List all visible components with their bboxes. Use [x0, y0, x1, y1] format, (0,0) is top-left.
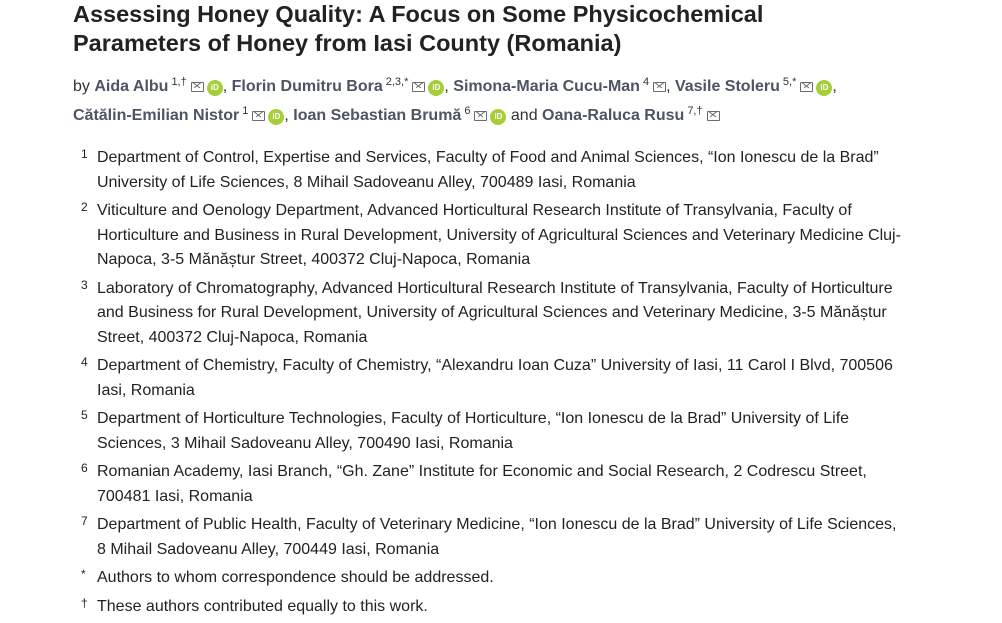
- mail-icon[interactable]: [653, 82, 666, 92]
- mail-icon[interactable]: [191, 82, 204, 92]
- orcid-icon[interactable]: iD: [207, 80, 223, 96]
- affiliation-text-line: Department of Control, Expertise and Services, Faculty of Food and Animal Sciences, “Ion Ionescu de la Brad”: [97, 149, 879, 166]
- affiliation-5: [73, 407, 953, 456]
- affiliation-text-line: Street, 400372 Cluj-Napoca, Romania: [97, 328, 368, 346]
- affiliation-number: 1: [81, 147, 88, 161]
- mail-icon[interactable]: [412, 82, 425, 92]
- affiliation-text-line: Viticulture and Oenology Department, Advanced Horticultural Research Institute of Transylvania, Faculty of: [97, 202, 852, 219]
- affiliation-text-line: Romanian Academy, Iasi Branch, “Gh. Zane” Institute for Economic and Social Research, 2 Codrescu Street,: [97, 463, 867, 480]
- article-title-line-2: Parameters of Honey from Iasi County (Romania): [73, 30, 622, 56]
- author-name-stoleru[interactable]: Vasile Stoleru: [674, 78, 780, 95]
- author-affiliation-sup: 2,3,*: [385, 76, 409, 88]
- affiliation-text-line: Horticulture and Business in Rural Development, University of Agricultural Sciences and Veterinary Medicine Cluj-: [97, 226, 901, 244]
- affiliation-text-line: and Business for Rural Development, University of Agricultural Sciences and Veterinary Medicine, 3-5 Mănăștur: [97, 304, 887, 321]
- author-list: [73, 70, 973, 128]
- affiliation-number: 7: [81, 514, 88, 528]
- affiliation-text-line: Napoca, 3-5 Mănăștur Street, 400372 Cluj-Napoca, Romania: [97, 251, 531, 268]
- affiliation-text-line: 700481 Iasi, Romania: [97, 487, 253, 505]
- affiliation-3: [73, 277, 953, 351]
- author-line-1: by Aida Albu $^{1,\dagger}$ iD , Florin Dumitru Bora $^{2,3,*}$ iD , Simona-Maria Cucu-Man $^4$ , Vasile Stoleru $^{5,*}$ iD ,: [73, 76, 837, 95]
- author-name-bora[interactable]: Florin Dumitru Bora: [231, 78, 383, 95]
- orcid-icon[interactable]: iD: [816, 80, 832, 96]
- affiliation-number: 5: [81, 408, 88, 422]
- affiliation-text-line: Department of Horticulture Technologies, Faculty of Horticulture, “Ion Ionescu de la Brad” University of Life: [97, 410, 850, 427]
- affiliation-4: [73, 354, 953, 403]
- affiliation-number: 4: [81, 355, 88, 369]
- affiliation-text-line: University of Life Sciences, 8 Mihail Sadoveanu Alley, 700489 Iasi, Romania: [97, 173, 636, 191]
- author-name-albu[interactable]: Aida Albu: [94, 78, 169, 95]
- affiliation-6: [73, 460, 953, 509]
- affiliation-text-line: Department of Public Health, Faculty of Veterinary Medicine, “Ion Ionescu de la Brad” University of Life Sciences,: [97, 516, 897, 533]
- footnote-marker: *: [81, 567, 86, 581]
- affiliation-text-line: Laboratory of Chromatography, Advanced Horticultural Research Institute of Transylvania, Faculty of Horticulture: [97, 279, 893, 297]
- author-affiliation-sup: 5,*: [782, 76, 797, 88]
- footnote-text: These authors contributed equally to this work.: [97, 597, 428, 615]
- author-affiliation-sup: 4: [642, 76, 650, 88]
- orcid-icon[interactable]: iD: [268, 109, 284, 125]
- affiliation-text-line: 8 Mihail Sadoveanu Alley, 700449 Iasi, Romania: [97, 540, 440, 558]
- orcid-icon[interactable]: iD: [490, 109, 506, 125]
- author-affiliation-sup: 6: [464, 105, 471, 117]
- and-label: and: [510, 107, 538, 124]
- affiliation-1: [73, 146, 953, 195]
- footnote-text: Authors to whom correspondence should be addressed.: [97, 569, 494, 586]
- author-name-cucu-man[interactable]: Simona-Maria Cucu-Man: [453, 78, 640, 95]
- mail-icon[interactable]: [474, 111, 487, 121]
- equal-contribution-note: [73, 595, 953, 620]
- article-title-line-1: Assessing Honey Quality: A Focus on Some Physicochemical: [73, 1, 764, 27]
- author-affiliation-sup: 1,†: [171, 76, 187, 88]
- author-name-bruma[interactable]: Ioan Sebastian Brumă: [293, 107, 462, 124]
- affiliation-list: [73, 146, 953, 623]
- correspondence-note: [73, 566, 953, 591]
- affiliation-text-line: Iasi, Romania: [97, 381, 195, 399]
- author-affiliation-sup: 7,†: [687, 105, 703, 117]
- affiliation-number: 6: [81, 461, 88, 475]
- affiliation-text-line: Department of Chemistry, Faculty of Chemistry, “Alexandru Ioan Cuza” University of Iasi, 11 Carol I Blvd, 700506: [97, 357, 893, 374]
- by-label: by: [73, 78, 90, 95]
- article-title: [73, 0, 973, 58]
- footnote-marker: †: [81, 595, 88, 610]
- mail-icon[interactable]: [707, 111, 720, 121]
- author-line-2: Cătălin-Emilian Nistor $^1$ iD , Ioan Sebastian Brumă $^6$ iD and Oana-Raluca Rusu $^{7,\dagger}$: [73, 99, 973, 128]
- author-affiliation-sup: 1: [242, 105, 249, 117]
- affiliation-2: [73, 199, 953, 273]
- mail-icon[interactable]: [800, 82, 813, 92]
- orcid-icon[interactable]: iD: [428, 80, 444, 96]
- author-name-nistor[interactable]: Cătălin-Emilian Nistor: [73, 107, 240, 124]
- affiliation-number: 2: [81, 200, 88, 214]
- affiliation-text-line: Sciences, 3 Mihail Sadoveanu Alley, 700490 Iasi, Romania: [97, 434, 513, 452]
- affiliation-7: [73, 513, 953, 562]
- author-name-rusu[interactable]: Oana-Raluca Rusu: [542, 107, 685, 124]
- mail-icon[interactable]: [252, 111, 265, 121]
- affiliation-number: 3: [81, 277, 88, 292]
